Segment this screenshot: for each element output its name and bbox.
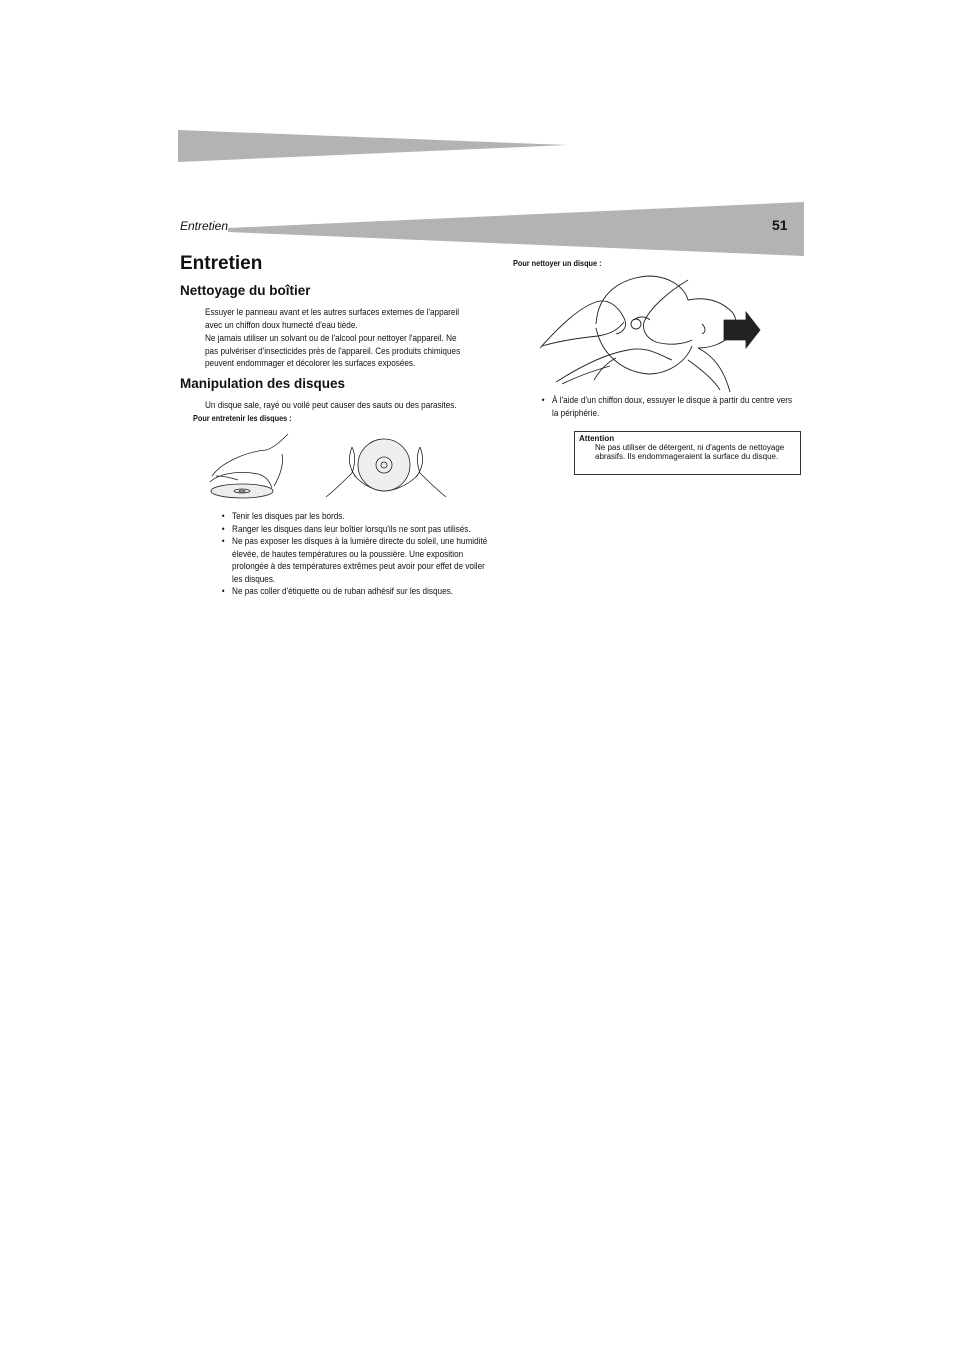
cabinet-paragraph: Essuyer le panneau avant et les autres surfaces externes de l'appareil avec un chiffon doux humecté d'eau tiède. bbox=[205, 307, 460, 331]
cabinet-paragraph: Ne jamais utiliser un solvant ou de l'alcool pour nettoyer l'appareil. Ne pas pulvériser d'insecticides près de l'appareil. Ces produits chimiques peuvent endommager et décolorer les surfaces exposées. bbox=[205, 333, 461, 369]
section-heading-cabinet: Nettoyage du boîtier bbox=[180, 283, 311, 298]
page-number: 51 bbox=[772, 217, 788, 233]
header-wedge-decoration bbox=[178, 128, 568, 164]
section-heading-discs: Manipulation des disques bbox=[180, 376, 346, 391]
list-item: • Ranger les disques dans leur boîtier lorsqu'ils ne sont pas utilisés. bbox=[220, 524, 495, 537]
attention-title: Attention bbox=[579, 434, 615, 443]
list-item: • Tenir les disques par les bords. bbox=[220, 511, 495, 524]
page-title: Entretien bbox=[180, 253, 263, 274]
discs-intro: Un disque sale, rayé ou voilé peut causer des sauts ou des parasites. bbox=[205, 400, 457, 411]
wiping-disc-illustration bbox=[538, 272, 763, 394]
care-bullets bbox=[220, 511, 495, 599]
header-band bbox=[178, 202, 804, 258]
list-item: • Ne pas exposer les disques à la lumière directe du soleil, une humidité élevée, de hautes températures ou la poussière. Une exposition prolongée à des températures extrêmes peut avoir pour effet de voiler les disques. bbox=[220, 536, 495, 586]
cabinet-text bbox=[205, 307, 472, 371]
two-hands-disc-illustration bbox=[322, 437, 450, 507]
running-head: Entretien bbox=[180, 219, 229, 233]
attention-text: Ne pas utiliser de détergent, ni d'agents de nettoyage abrasifs. Ils endommageraient la surface du disque. bbox=[595, 443, 785, 461]
list-item: • À l'aide d'un chiffon doux, essuyer le disque à partir du centre vers la périphérie. bbox=[540, 395, 798, 420]
clean-bullet bbox=[540, 395, 798, 420]
list-item: • Ne pas coller d'étiquette ou de ruban adhésif sur les disques. bbox=[220, 586, 495, 599]
care-label: Pour entretenir les disques : bbox=[193, 413, 292, 423]
attention-box bbox=[574, 431, 801, 475]
hand-holding-disc-illustration bbox=[208, 432, 292, 502]
clean-label: Pour nettoyer un disque : bbox=[513, 258, 602, 268]
